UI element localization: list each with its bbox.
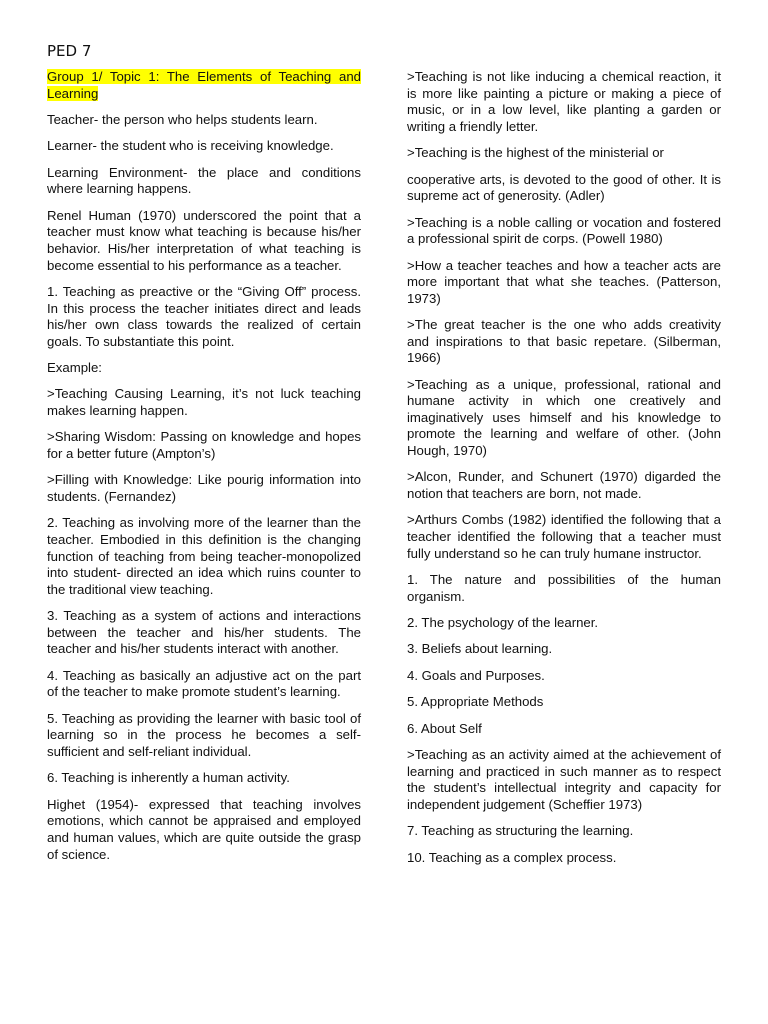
paragraph: >Arthurs Combs (1982) identified the following that a teacher identified the following that a teacher must fully understand so he can truly humane instructor. (407, 512, 721, 561)
list-item: 4. Goals and Purposes. (407, 667, 545, 683)
topic-heading-highlight: Group 1/ Topic 1: The Elements of Teaching and Learning (47, 69, 361, 101)
paragraph: 1. Teaching as preactive or the “Giving Off” process. In this process the teacher initiates direct and leads his/her own class towards the realized of certain goals. To substantiate this point. (47, 283, 361, 349)
paragraph: cooperative arts, is devoted to the good of other. It is supreme act of generosity. (Adler) (407, 171, 721, 204)
list-item: 1. The nature and possibilities of the human organism. (407, 572, 721, 604)
list-item: 5. Appropriate Methods (407, 694, 544, 710)
paragraph: Teacher- the person who helps students learn. (47, 111, 318, 127)
paragraph: >Sharing Wisdom: Passing on knowledge and hopes for a better future (Ampton’s) (47, 429, 361, 462)
paragraph: >How a teacher teaches and how a teacher acts are more important that what she teaches. (Patterson, 1973) (407, 257, 721, 306)
left-column (47, 69, 361, 873)
paragraph: Example: (47, 360, 102, 376)
page-title: PED 7 (47, 42, 92, 60)
paragraph: Highet (1954)- expressed that teaching involves emotions, which cannot be appraised and employed and human values, which are quite outside the grasp of science. (47, 796, 361, 862)
list-item: 6. About Self (407, 720, 482, 736)
paragraph: Learning Environment- the place and conditions where learning happens. (47, 164, 361, 197)
paragraph: 5. Teaching as providing the learner with basic tool of learning so in the process he becomes a self-sufficient and self-reliant individual. (47, 710, 361, 759)
list-item: 2. The psychology of the learner. (407, 615, 599, 630)
paragraph: Renel Human (1970) underscored the point that a teacher must know what teaching is because his/her behavior. His/her interpretation of what teaching is become essential to his performance as a teacher. (47, 207, 361, 273)
paragraph: >Teaching as a unique, professional, rational and humane activity in which one creatively and imaginatively uses himself and his knowledge to promote the learning and welfare of other. (John Hough, 1970) (407, 376, 721, 459)
paragraph: >Teaching is the highest of the ministerial or (407, 145, 664, 161)
paragraph: 6. Teaching is inherently a human activity. (47, 770, 290, 786)
right-column (407, 69, 721, 876)
paragraph: >Teaching as an activity aimed at the achievement of learning and practiced in such manner as to respect the student’s intellectual integrity and capacity for independent judgement (Scheffier 1973) (407, 746, 721, 812)
paragraph: 7. Teaching as structuring the learning. (407, 823, 634, 839)
paragraph: >The great teacher is the one who adds creativity and inspirations to that basic repetare. (Silberman, 1966) (407, 317, 721, 366)
paragraph: 10. Teaching as a complex process. (407, 849, 617, 865)
paragraph: >Filling with Knowledge: Like pourig information into students. (Fernandez) (47, 472, 361, 505)
paragraph: 3. Teaching as a system of actions and interactions between the teacher and his/her students. The teacher and his/her students interact with another. (47, 608, 361, 657)
paragraph: 2. Teaching as involving more of the learner than the teacher. Embodied in this definition is the changing function of teaching from being teacher-monopolized into student- directed an idea which ruins counter to the traditional view teaching. (47, 515, 361, 597)
list-item: 3. Beliefs about learning. (407, 641, 553, 657)
paragraph: >Teaching is a noble calling or vocation and fostered a professional spirit de corps. (Powell 1980) (407, 214, 721, 247)
paragraph: >Alcon, Runder, and Schunert (1970) digarded the notion that teachers are born, not made. (407, 469, 721, 502)
paragraph: 4. Teaching as basically an adjustive act on the part of the teacher to make promote student’s learning. (47, 667, 361, 700)
topic-heading (47, 69, 361, 102)
paragraph: >Teaching Causing Learning, it’s not luck teaching makes learning happen. (47, 386, 361, 419)
paragraph: >Teaching is not like inducing a chemical reaction, it is more like painting a picture or making a piece of music, or in a low level, like planting a garden or writing a friendly letter. (407, 69, 721, 134)
paragraph: Learner- the student who is receiving knowledge. (47, 138, 334, 154)
